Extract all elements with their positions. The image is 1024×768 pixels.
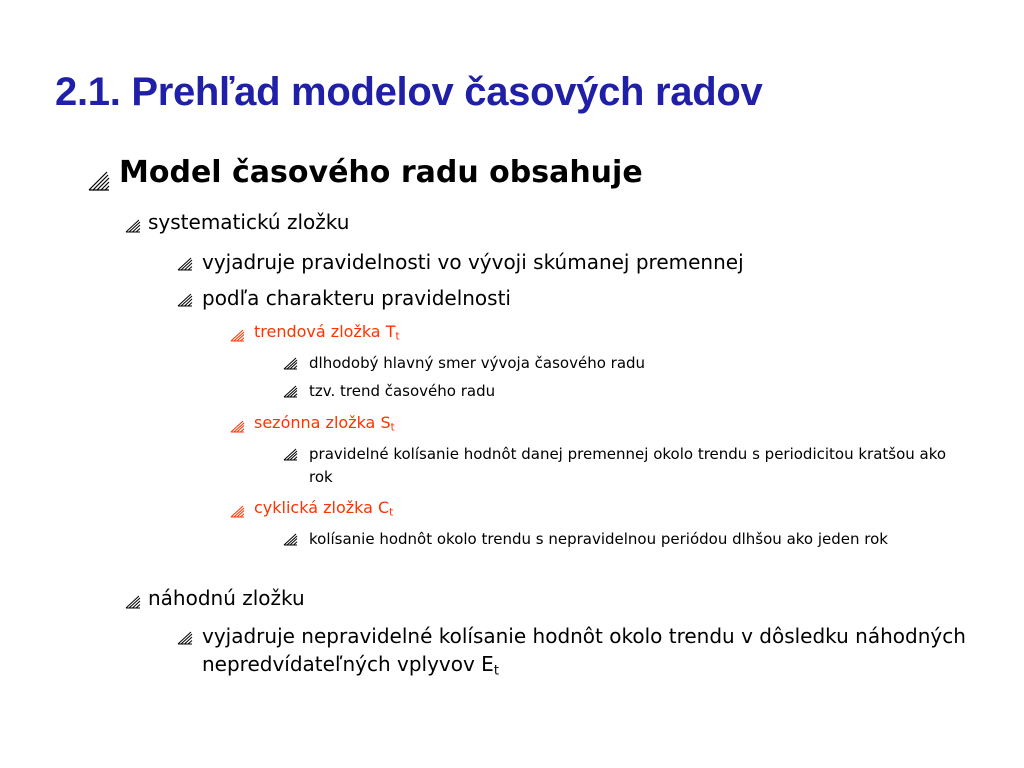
bullet-icon	[177, 257, 202, 271]
bullet-seasonal	[230, 413, 395, 434]
trend-point-2: tzv. trend časového radu	[309, 382, 496, 400]
bullet-icon	[125, 219, 148, 233]
seasonal-point-1: pravidelné kolísanie hodnôt danej premennej okolo trendu s periodicitou kratšou ako rok	[309, 445, 947, 486]
bullet-icon	[283, 357, 309, 370]
bullet-icon	[230, 505, 254, 518]
bullet-icon	[283, 448, 309, 461]
heading-text: Model časového radu obsahuje	[119, 155, 643, 190]
bullet-regularities	[177, 248, 744, 276]
random-label: náhodnú zložku	[148, 586, 305, 610]
bullet-trend-point-2	[283, 380, 495, 403]
bullet-trend-point-1	[283, 352, 645, 375]
bullet-by-character	[177, 284, 511, 312]
bullet-icon	[177, 631, 202, 645]
trend-point-1: dlhodobý hlavný smer vývoja časového radu	[309, 354, 646, 372]
bullet-cyclical-point-1	[283, 528, 973, 551]
slide-title: 2.1. Prehľad modelov časových radov	[55, 70, 763, 114]
trend-label: trendová zložka $T_t$	[254, 322, 400, 343]
bullet-icon	[283, 385, 309, 398]
systematic-label: systematickú zložku	[148, 210, 350, 234]
random-desc: vyjadruje nepravidelné kolísanie hodnôt okolo trendu v dôsledku náhodných nepredvídateľných vplyvov $E_t$	[202, 624, 966, 679]
bullet-trend	[230, 322, 400, 343]
bullet-icon	[177, 293, 202, 307]
cyclical-point-1: kolísanie hodnôt okolo trendu s nepravidelnou periódou dlhšou ako jeden rok	[309, 530, 888, 548]
bullet-icon	[230, 420, 254, 433]
bullet-cyclical	[230, 498, 393, 519]
bullet-icon	[125, 595, 148, 609]
systematic-desc1: vyjadruje pravidelnosti vo vývoji skúmanej premennej	[202, 250, 744, 274]
bullet-random-desc	[177, 622, 967, 685]
bullet-icon	[87, 171, 119, 191]
bullet-systematic	[125, 210, 349, 234]
bullet-icon	[230, 329, 254, 342]
seasonal-label: sezónna zložka $S_t$	[254, 413, 395, 434]
cyclical-label: cyklická zložka $C_t$	[254, 498, 394, 519]
bullet-model-contains	[87, 155, 643, 191]
bullet-random	[125, 586, 305, 610]
systematic-desc2: podľa charakteru pravidelnosti	[202, 286, 511, 310]
bullet-icon	[283, 533, 309, 546]
bullet-seasonal-point-1	[283, 443, 973, 489]
